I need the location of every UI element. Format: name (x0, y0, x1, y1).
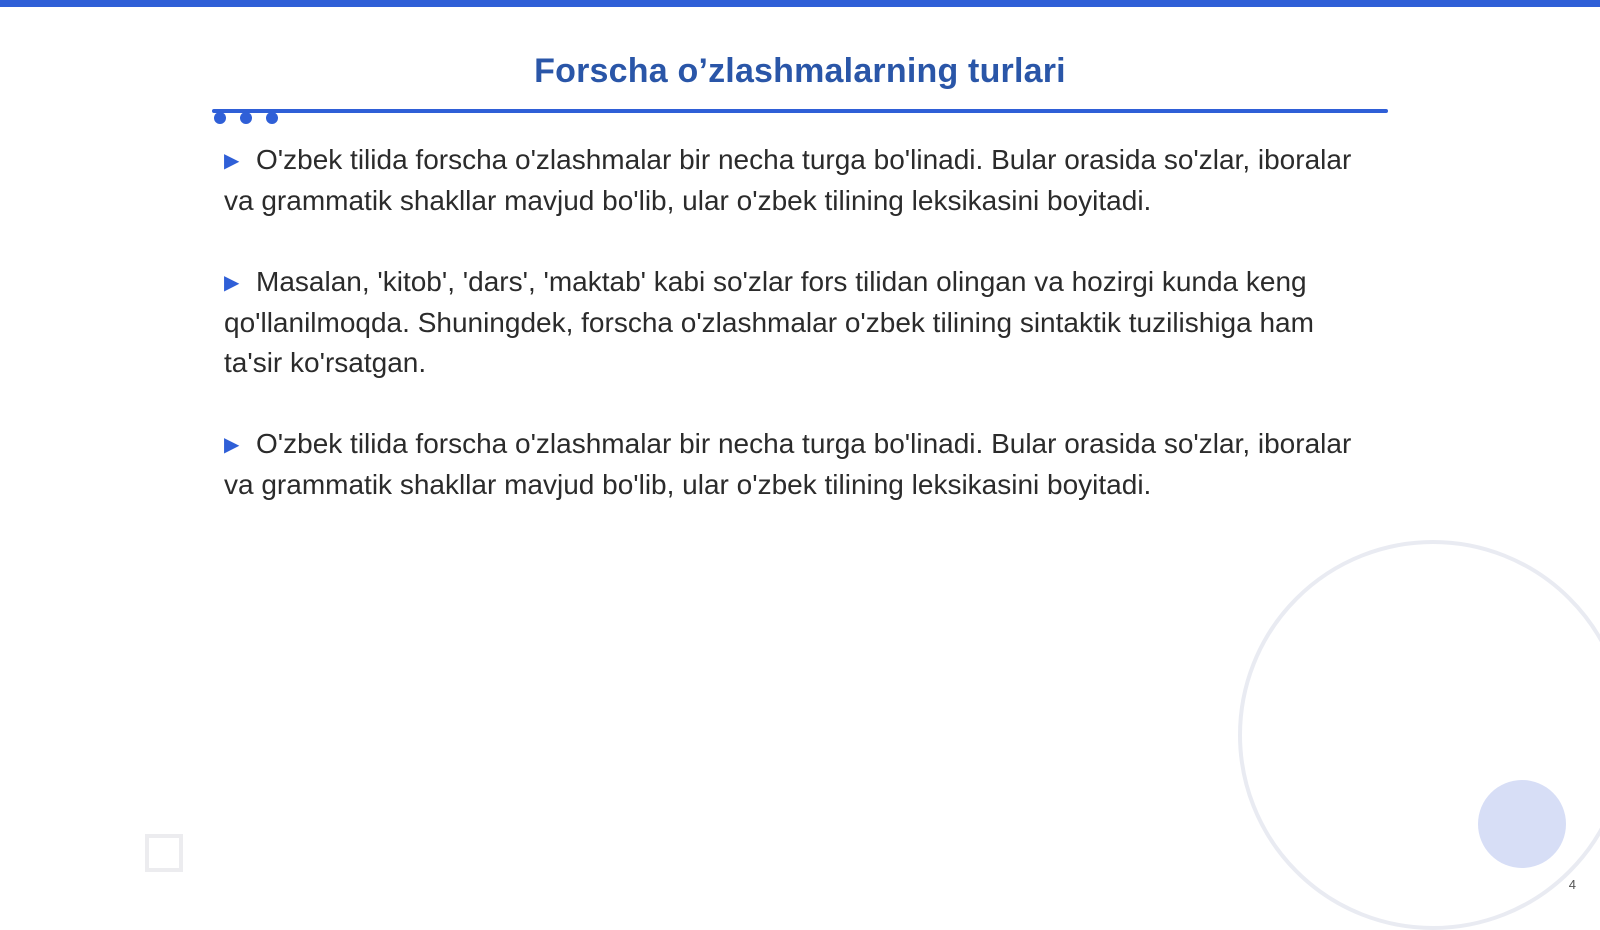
triangle-bullet-icon: ▶ (224, 150, 240, 172)
slide-title: Forscha o’zlashmalarning turlari (534, 52, 1066, 90)
bullet-item (224, 140, 1374, 221)
title-underline (212, 109, 1388, 113)
bullet-item (224, 262, 1374, 383)
underline-dot (240, 112, 252, 124)
bullet-item (224, 424, 1374, 505)
decorative-ring (1238, 540, 1600, 930)
triangle-bullet-icon: ▶ (224, 272, 240, 294)
triangle-bullet-icon: ▶ (224, 434, 240, 456)
page-number: 4 (1568, 877, 1576, 892)
underline-dot (266, 112, 278, 124)
decorative-circle (1478, 780, 1566, 868)
decorative-square (145, 834, 183, 872)
bullet-list (224, 140, 1374, 546)
bullet-text: Masalan, 'kitob', 'dars', 'maktab' kabi so'zlar fors tilidan olingan va hozirgi kunda keng qo'llanilmoqda. Shuningdek, forscha o'zlashmalar o'zbek tilining sintaktik tuzilishiga ham ta'sir ko'rsatgan. (224, 266, 1314, 378)
bullet-text: O'zbek tilida forscha o'zlashmalar bir necha turga bo'linadi. Bular orasida so'zlar, iboralar va grammatik shakllar mavjud bo'lib, ular o'zbek tilining leksikasini boyitadi. (224, 144, 1352, 216)
bullet-text: O'zbek tilida forscha o'zlashmalar bir necha turga bo'linadi. Bular orasida so'zlar, iboralar va grammatik shakllar mavjud bo'lib, ular o'zbek tilining leksikasini boyitadi. (224, 428, 1352, 500)
top-accent-bar (0, 0, 1600, 7)
underline-dot (214, 112, 226, 124)
